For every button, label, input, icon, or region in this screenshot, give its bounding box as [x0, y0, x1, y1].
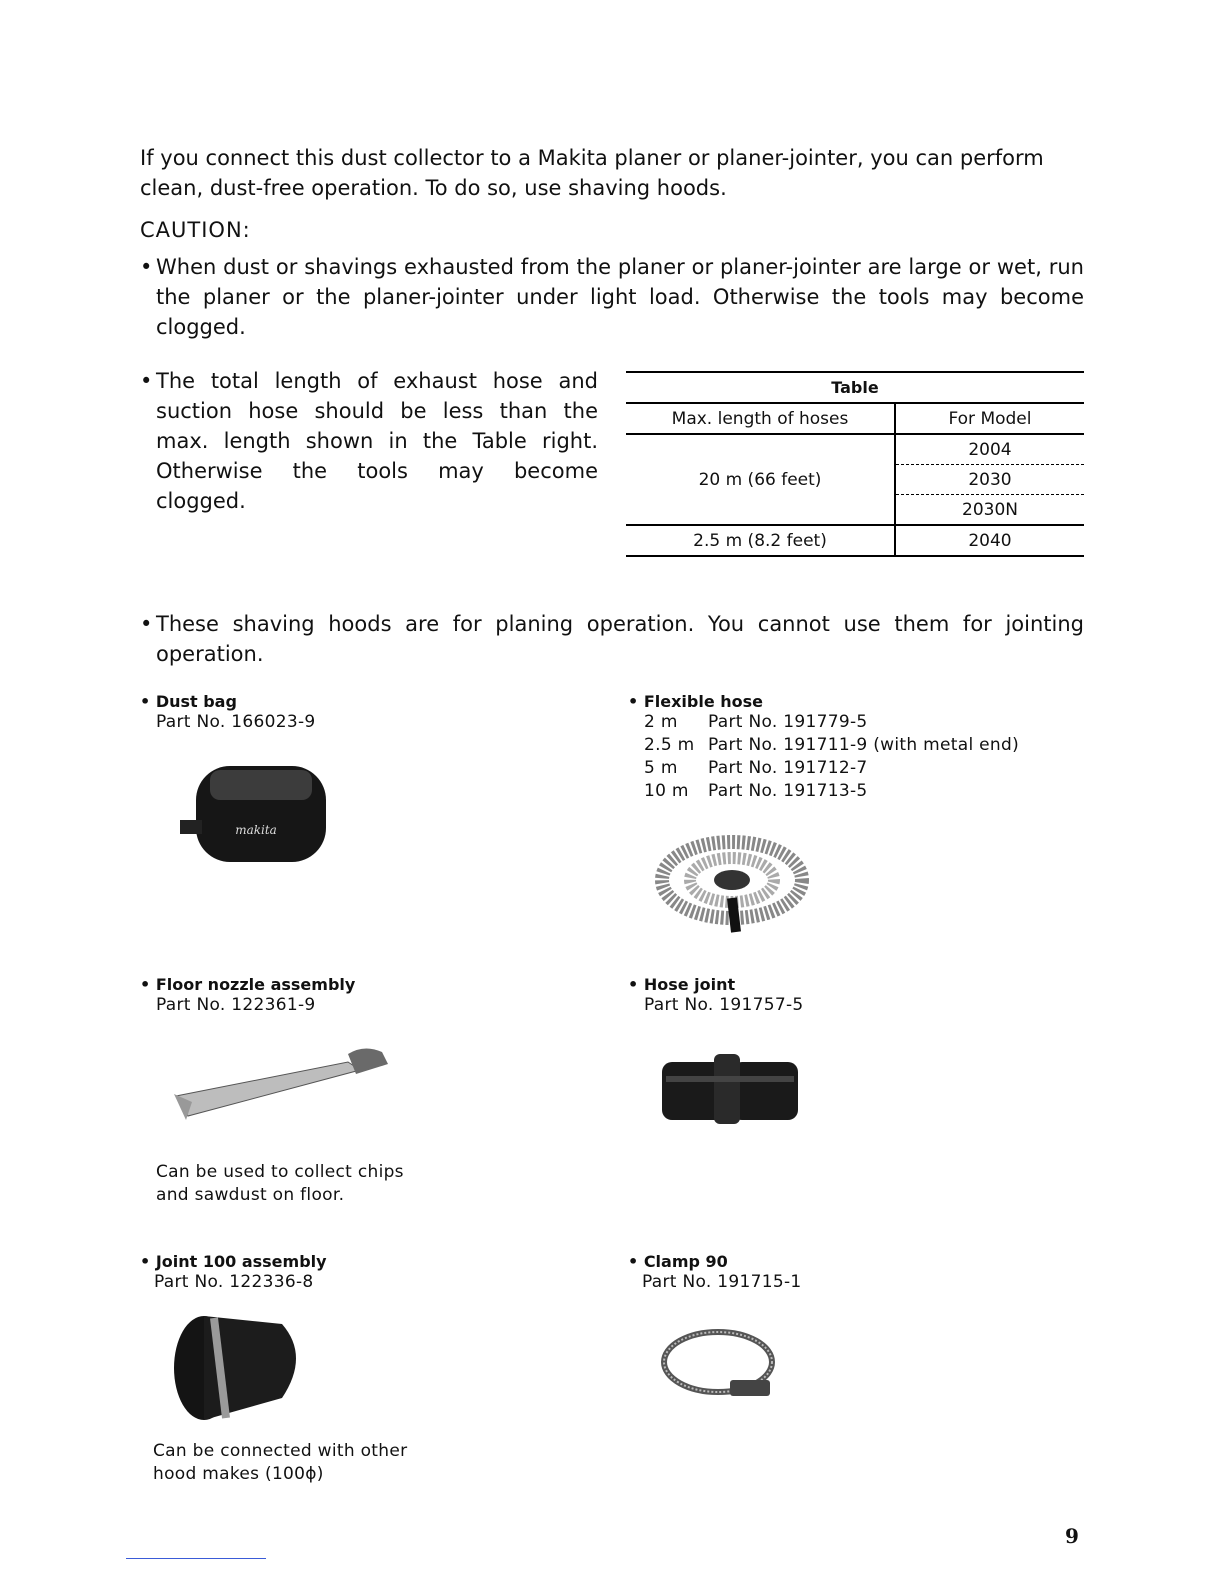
bullet-icon: • [140, 692, 151, 711]
dust-bag-image [176, 762, 356, 866]
floor-nozzle-caption [156, 1161, 404, 1207]
bullet-icon: • [140, 255, 153, 279]
part-name: Hose joint [643, 975, 736, 994]
list-item: 5 m Part No. 191712-7 [644, 758, 868, 778]
intro-line-2: clean, dust-free operation. To do so, use shaving hoods. [140, 176, 727, 200]
hose-joint-image [658, 1050, 804, 1126]
part-name: Clamp 90 [643, 1252, 728, 1271]
hose-parts-list [628, 711, 1019, 803]
caption-line-1: Can be used to collect chips [156, 1162, 404, 1182]
part-name: Dust bag [155, 692, 237, 711]
hose-length-table [626, 371, 1084, 557]
table-cell-model: 2004 [895, 434, 1084, 465]
part-name: Joint 100 assembly [155, 1252, 327, 1271]
part-name: Flexible hose [643, 692, 763, 711]
clamp-90-image [658, 1322, 784, 1408]
part-joint-100 [140, 1252, 327, 1294]
bullet-icon: • [140, 612, 153, 636]
caution-bullet-2 [140, 366, 598, 516]
table-cell-model: 2030N [895, 495, 1084, 526]
table-cell-length-20m: 20 m (66 feet) [626, 434, 895, 525]
caution-bullet-1 [140, 252, 1084, 342]
list-item: 10 m Part No. 191713-5 [644, 781, 868, 801]
caption-line-2: and sawdust on floor. [156, 1185, 345, 1205]
caution-bullet-1-text: When dust or shavings exhausted from the planer or planer-jointer are large or wet, run the planer or the planer-jointer under light load. Otherwise the tools may become clogged. [156, 255, 1084, 339]
page-number: 9 [1065, 1524, 1079, 1548]
list-item: 2 m Part No. 191779-5 [644, 712, 868, 732]
part-number: Part No. 191715-1 [642, 1272, 802, 1292]
caption-line-1: Can be connected with other [153, 1441, 408, 1461]
makita-logo: makita [235, 823, 277, 837]
caution-bullet-2-text: The total length of exhaust hose and suction hose should be less than the max. length shown in the Table right. Otherwise the tools may become clogged. [156, 369, 598, 513]
caution-heading: CAUTION: [140, 218, 251, 242]
caption-line-2: hood makes (100ϕ) [153, 1464, 324, 1484]
part-flexible-hose [628, 692, 1019, 803]
part-number: Part No. 191757-5 [644, 995, 804, 1015]
part-dust-bag [140, 692, 316, 734]
part-floor-nozzle [140, 975, 355, 1017]
table-header-model: For Model [895, 403, 1084, 434]
table-title: Table [626, 372, 1084, 403]
table-cell-model: 2040 [895, 525, 1084, 556]
bullet-icon: • [140, 369, 153, 393]
part-number: Part No. 122361-9 [156, 995, 316, 1015]
table-cell-model: 2030 [895, 465, 1084, 495]
note-text: These shaving hoods are for planing operation. You cannot use them for jointing operation. [156, 612, 1084, 666]
footer-divider [126, 1558, 266, 1559]
joint-100-image [170, 1306, 316, 1422]
note-bullet [140, 609, 1084, 669]
part-hose-joint [628, 975, 804, 1017]
table-cell-length-2-5m: 2.5 m (8.2 feet) [626, 525, 895, 556]
bullet-icon: • [628, 692, 639, 711]
joint-100-caption [153, 1440, 407, 1486]
intro-line-1: If you connect this dust collector to a Makita planer or planer-jointer, you can perform [140, 146, 1044, 170]
bullet-icon: • [140, 1252, 151, 1271]
table-header-length: Max. length of hoses [626, 403, 895, 434]
list-item: 2.5 m Part No. 191711-9 (with metal end) [644, 735, 1020, 755]
part-clamp-90 [628, 1252, 802, 1294]
bullet-icon: • [140, 975, 151, 994]
bullet-icon: • [628, 975, 639, 994]
part-name: Floor nozzle assembly [155, 975, 356, 994]
part-number: Part No. 166023-9 [156, 712, 316, 732]
floor-nozzle-image [168, 1040, 400, 1126]
part-number: Part No. 122336-8 [154, 1272, 314, 1292]
intro-paragraph [140, 143, 1090, 203]
bullet-icon: • [628, 1252, 639, 1271]
flexible-hose-image [652, 828, 812, 940]
